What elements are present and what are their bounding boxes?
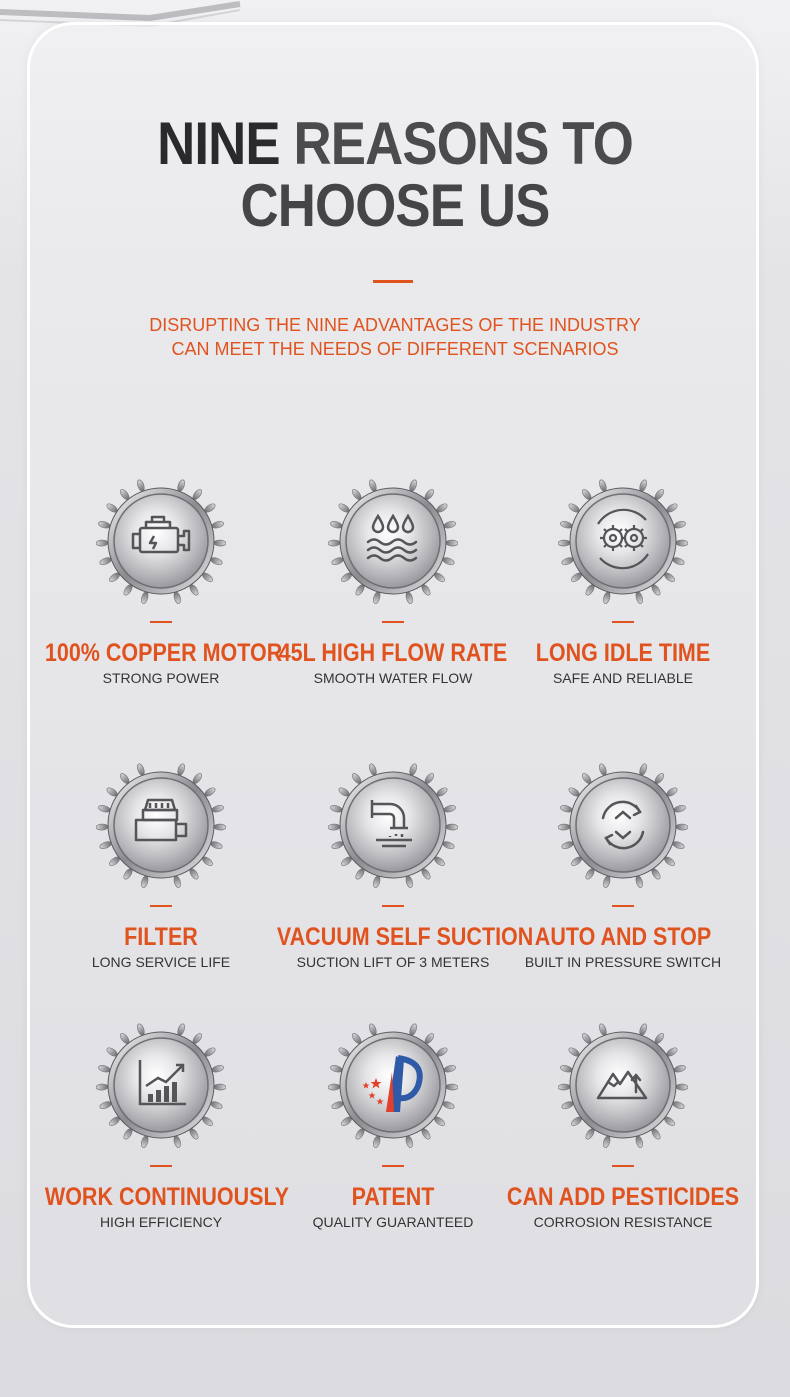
title-part-reasons: REASONS TO xyxy=(293,110,633,177)
feature-divider xyxy=(150,905,172,907)
feature-divider xyxy=(612,621,634,623)
mountain-arrow-icon xyxy=(558,1020,688,1150)
growth-chart-icon xyxy=(96,1020,226,1150)
feature-title: 100% COPPER MOTOR xyxy=(44,639,283,667)
feature-subtitle: BUILT IN PRESSURE SWITCH xyxy=(524,954,722,970)
feature-subtitle: SAFE AND RELIABLE xyxy=(552,670,694,686)
feature-divider xyxy=(150,621,172,623)
subtitle-line-1: DISRUPTING THE NINE ADVANTAGES OF THE INDUSTRY xyxy=(149,315,641,335)
gears-icon xyxy=(558,476,688,606)
feature-divider xyxy=(382,905,404,907)
patent-icon xyxy=(328,1020,458,1150)
pipe-suction-icon xyxy=(328,760,458,890)
feature-title: 45L HIGH FLOW RATE xyxy=(278,639,508,667)
title-part-nine: NINE xyxy=(157,110,294,177)
feature-divider xyxy=(150,1165,172,1167)
feature-title: PATENT xyxy=(351,1183,435,1211)
water-drops-icon xyxy=(328,476,458,606)
feature-subtitle: SUCTION LIFT OF 3 METERS xyxy=(296,954,490,970)
title-divider xyxy=(373,280,413,283)
feature-title: AUTO AND STOP xyxy=(534,923,712,951)
feature-subtitle: QUALITY GUARANTEED xyxy=(312,1214,474,1230)
feature-title: WORK CONTINUOUSLY xyxy=(44,1183,289,1211)
feature-subtitle: STRONG POWER xyxy=(102,670,220,686)
feature-divider xyxy=(382,621,404,623)
feature-subtitle: SMOOTH WATER FLOW xyxy=(313,670,473,686)
feature-title: VACUUM SELF SUCTION xyxy=(276,923,534,951)
feature-divider xyxy=(382,1165,404,1167)
feature-title: CAN ADD PESTICIDES xyxy=(506,1183,740,1211)
page-title-line-2: CHOOSE US xyxy=(240,172,550,239)
feature-subtitle: LONG SERVICE LIFE xyxy=(91,954,231,970)
feature-subtitle: CORROSION RESISTANCE xyxy=(533,1214,713,1230)
feature-divider xyxy=(612,1165,634,1167)
subtitle-line-2: CAN MEET THE NEEDS OF DIFFERENT SCENARIOS xyxy=(171,339,619,359)
auto-cycle-icon xyxy=(558,760,688,890)
filter-icon xyxy=(96,760,226,890)
feature-subtitle: HIGH EFFICIENCY xyxy=(99,1214,223,1230)
feature-divider xyxy=(612,905,634,907)
feature-title: FILTER xyxy=(124,923,198,951)
feature-title: LONG IDLE TIME xyxy=(535,639,711,667)
page-title-line-1 xyxy=(47,110,742,177)
motor-icon xyxy=(96,476,226,606)
